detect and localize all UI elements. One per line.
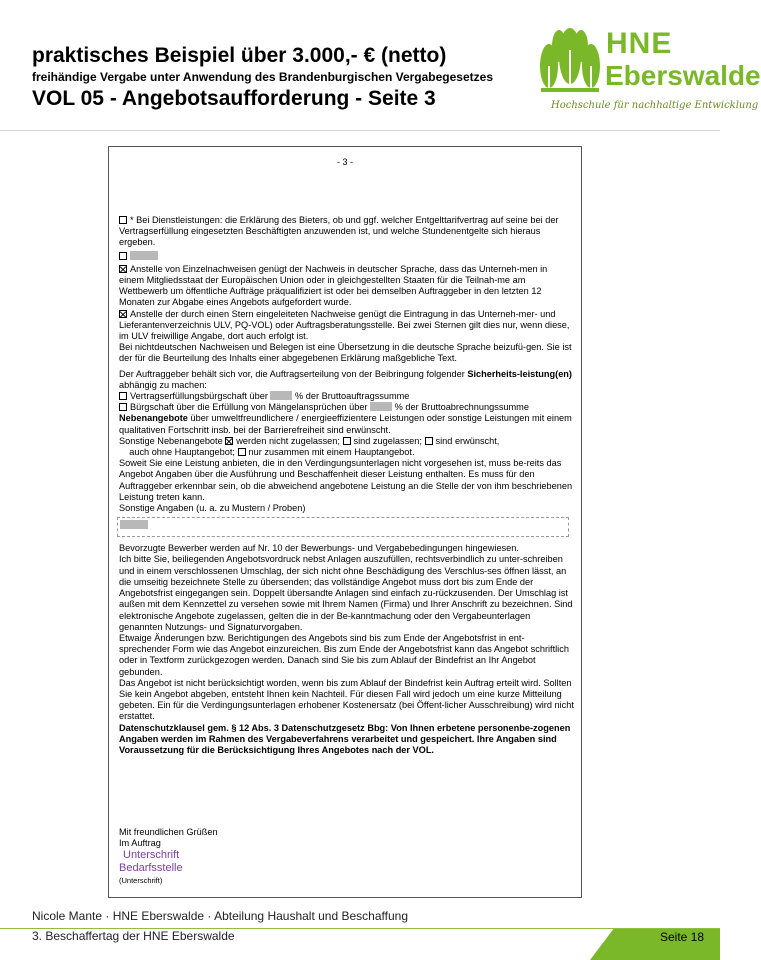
checkbox-unchecked (119, 252, 127, 260)
logo-hne-text: HNE (606, 27, 673, 60)
paragraph-nebenangebote: Nebenangebote über umweltfreundlichere / energieeffizientere Leistungen oder sonstige Leistungen mit einem qualitativen Fortschritt insb. bei der Barrierefreiheit sind erwünscht. (119, 413, 572, 435)
unterschrift-label: (Unterschrift) (119, 876, 163, 885)
paragraph-angebotsabgabe: Ich bitte Sie, beiliegenden Angebotsvordruck nebst Anlagen auszufüllen, rechtsverbindlich zu unter-schreiben und in einem verschlossenen Umschlag, der sich nicht ohne Beschädigung des Verschlus-ses öffnen lässt, an die umseitig bezeichnete Stelle zu übersenden; das vollständige Angebot muss dort bis zum Ende der Angebotsfrist eingegangen sein. Doppelt übersandte Anlagen sind einfach zu-rückzusenden. Der Umschlag ist außen mit dem Kennzettel zu versehen sowie mit Ihrem Namen (Firma) und Ihrer Anschrift zu bezeichnen. Sind elektronische Angebote zugelassen, gelten die in der Be-kanntmachung oder den Vergabeunterlagen genannten Nutzungs- und Signaturvorgaben. (119, 554, 573, 632)
scanned-document (108, 146, 582, 898)
paragraph-praequalifiziert: Anstelle von Einzelnachweisen genügt der Nachweis in deutscher Sprache, dass das Unterneh-men in einem Mitgliedsstaat der Europäischen Union oder in gleichgestellten Staaten für die Teilnah-me am Wettbewerb um öffentliche Aufträge präqualifiziert ist oder bei demselben Auftraggeber in den letzten 12 Monaten zur Abgabe eines Angebots aufgefordert wurde. (119, 263, 548, 308)
paragraph-sonstige-nebenangebote: Sonstige Nebenangebote werden nicht zugelassen; sind zugelassen; sind erwünscht, auch ohne Hauptangebot; nur zusammen mit einem Hauptangebot. (119, 435, 500, 458)
paragraph-ulv: Anstelle der durch einen Stern eingeleiteten Nachweise genügt die Eintragung in das Unterneh-mer- und Lieferantenverzeichnis ULV, PQ-VOL) oder Auftragsberatungsstelle. Bei zwei Sternen gilt dies nur, wenn diese, im ULV freiwillige Angabe, dort auch erfolgt ist. (119, 308, 570, 342)
unterschrift-overlay: Unterschrift (123, 849, 180, 861)
checkbox-unchecked (119, 392, 127, 400)
checkbox-unchecked (119, 403, 127, 411)
paragraph-dienstleistungen: * Bei Dienstleistungen: die Erklärung des Bieters, ob und ggf. welcher Entgelttarifvertrag auf seine bei der Vertragserfüllung eingesetzten Beschäftigten anzuwenden ist, und welche Stundenentgelte sich hieraus ergeben. (119, 215, 559, 248)
signature-block (119, 827, 218, 886)
paragraph-sicherheitsleistung: Der Auftraggeber behält sich vor, die Auftragserteilung von der Beibringung folgender Sicherheits-leistung(en) abhängig zu machen: (119, 368, 572, 390)
document-page-number: - 3 - (336, 157, 353, 167)
im-auftrag: Im Auftrag (119, 838, 161, 848)
paragraph-sonstige-angaben: Sonstige Angaben (u. a. zu Mustern / Proben) (119, 503, 306, 514)
redacted-field (130, 251, 158, 260)
paragraph-bevorzugte-bewerber: Bevorzugte Bewerber werden auf Nr. 10 der Bewerbungs- und Vergabebedingungen hingewiesen. (119, 543, 519, 554)
redacted-field (120, 520, 148, 529)
slide-header (0, 0, 761, 136)
checkbox-checked (225, 437, 233, 445)
slide-heading: VOL 05 - Angebotsaufforderung - Seite 3 (32, 87, 436, 110)
header-divider (0, 130, 720, 131)
footer-author: Nicole Mante · HNE Eberswalde · Abteilung Haushalt und Beschaffung (32, 909, 408, 923)
checkbox-checked (119, 310, 127, 318)
logo-tagline: Hochschule für nachhaltige Entwicklung (551, 100, 759, 111)
paragraph-vertragserfuellung: Vertragserfüllungsbürgschaft über % der Bruttoauftragssumme (119, 391, 574, 402)
redacted-field (370, 402, 392, 411)
footer-event: 3. Beschaffertag der HNE Eberswalde (32, 929, 235, 943)
checkbox-unchecked (238, 448, 246, 456)
paragraph-bindefrist: Das Angebot ist nicht berücksichtigt worden, wenn bis zum Ablauf der Bindefrist kein Auftrag erteilt wird. Sollten Sie kein Angebot abgeben, entsteht Ihnen kein Nachteil. Für diesen Fall wird jedoch um eine kurze Mitteilung gebeten. Ein für die Verdingungsunterlagen erhobener Kostenersatz (bei Öffent-licher Ausschreibung) wird nicht erstattet. (119, 677, 574, 722)
paragraph-uebersetzung: Bei nichtdeutschen Nachweisen und Belegen ist eine Übersetzung in die deutsche Sprache beizufü-gen. Sie ist der für die Beurteilung des Inhalts einer abgegebenen Erklärung maßgebliche Text. (119, 342, 572, 364)
slide-subtitle: freihändige Vergabe unter Anwendung des Brandenburgischen Vergabegesetzes (32, 70, 493, 84)
paragraph-blank-option (119, 251, 574, 262)
checkbox-unchecked (119, 216, 127, 224)
hne-logo (537, 24, 761, 124)
document-body (119, 215, 574, 756)
logo-eberswalde-text: Eberswalde (605, 60, 761, 91)
redacted-field (270, 391, 292, 400)
paragraph-datenschutz: Datenschutzklausel gem. § 12 Abs. 3 Datenschutzgesetz Bbg: Von Ihnen erbetene personenbe-zogenen Angaben werden im Rahmen des Vergabeverfahrens verarbeitet und gespeichert. Ihre Angaben sind Voraussetzung für die Berücksichtigung Ihres Angebotes nach der VOL. (119, 722, 571, 755)
tree-logo-icon (537, 26, 603, 98)
checkbox-unchecked (425, 437, 433, 445)
greeting: Mit freundlichen Grüßen (119, 827, 218, 837)
paragraph-maengelansprueche: Bürgschaft über die Erfüllung von Mängelansprüchen über % der Bruttoabrechnungssumme (119, 402, 574, 413)
paragraph-aenderungen: Etwaige Änderungen bzw. Berichtigungen des Angebots sind bis zum Ende der Angebotsfrist in ent-sprechender Form wie das Angebot einzureichen. Bis zum Ende der Angebotsfrist kann das Angebot schriftlich oder in Textform zurückgezogen werden. Danach sind Sie bis zum Ablauf der Bindefrist an Ihr Angebot gebunden. (119, 632, 569, 677)
checkbox-checked (119, 265, 127, 273)
paragraph-abweichende-leistung: Soweit Sie eine Leistung anbieten, die in den Verdingungsunterlagen nicht vorgesehen ist, muss be-reits das Angebot Angaben über die Ausführung und Beschaffenheit dieser Leistung enthalten. Es muss für den Auftraggeber erkennbar sein, ob die abweichend angebotene Leistung an die Stelle der von ihm beschriebenen Leistung treten kann. (119, 458, 573, 502)
slide-title: praktisches Beispiel über 3.000,- € (netto) (32, 44, 447, 67)
sonstige-angaben-box (117, 517, 569, 537)
bedarfsstelle-overlay: Bedarfsstelle (119, 862, 183, 874)
slide-page-number: Seite 18 (660, 930, 705, 944)
checkbox-unchecked (343, 437, 351, 445)
